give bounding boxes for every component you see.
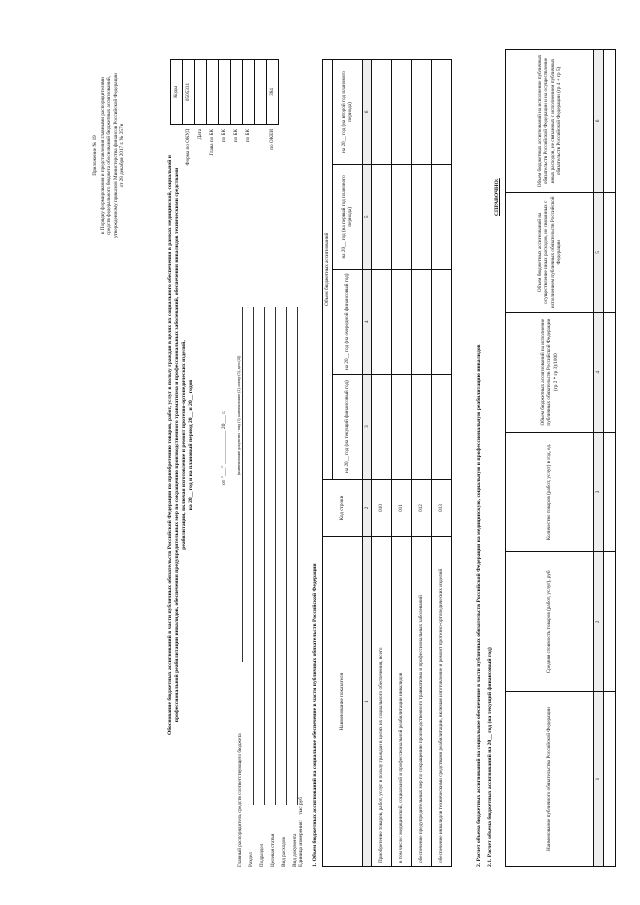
t1-colnum: 5 xyxy=(362,164,372,269)
unit-label: Единица измерения: xyxy=(298,820,304,867)
title-line: Обоснование бюджетных ассигнований в части публичных обязательств Российской Федерации по приобретению товаров, работ, услуг в пользу граждан в целях их социального обеспечения в рамках медицинской, социальной и xyxy=(167,154,173,736)
code-value: 0505331 xyxy=(183,60,195,125)
appendix-line: к Порядку формирования и представления главными распорядителями xyxy=(99,77,106,234)
code-label xyxy=(255,125,267,266)
table-row xyxy=(392,60,412,867)
t2-colnum: 1 xyxy=(594,692,604,867)
t2-head-c1: Наименование публичного обязательства Российской Федерации xyxy=(506,692,594,867)
appendix-block xyxy=(92,23,126,288)
document-date-hint: (наименование документа - вид (1), наименование (2), номер (3), дата (4)) xyxy=(237,355,241,475)
code-value xyxy=(231,60,243,125)
unit-of-measure xyxy=(298,797,305,867)
t2-head-c2: Средняя стоимость товаров (работ, услуг), руб xyxy=(506,552,594,692)
codes-block xyxy=(170,59,279,265)
t1-head-name: Наименование показателя xyxy=(323,537,363,867)
code-label: Форма по ОКУД xyxy=(185,129,192,166)
meta-row xyxy=(254,307,265,867)
appendix-line: утвержденному приказом Министерства финансов Российской Федерации xyxy=(112,73,119,238)
code-value xyxy=(219,60,231,125)
t1-row-code: 010 xyxy=(372,479,392,537)
codes-header: Коды xyxy=(171,60,183,125)
title-line: профессиональной реабилитации инвалидов, обеспечения предупредительных мер по сокращению производственного травматизма и профессиональных заболеваний, обеспечения инвалидов техническими средствами xyxy=(173,167,180,723)
meta-label: Раздел xyxy=(247,852,254,867)
t1-colnum: 2 xyxy=(362,479,372,537)
t1-row-code: 011 xyxy=(392,479,412,537)
t1-row-name: Приобретение товаров, работ, услуг в пользу граждан в целях их социального обеспечения, всего xyxy=(372,537,392,867)
meta-line xyxy=(256,307,265,805)
meta-label: Главный распорядитель средств соответствующего бюджета xyxy=(236,733,243,867)
t2-colnum: 4 xyxy=(594,312,604,432)
spravochno-label: СПРАВОЧНО: xyxy=(494,178,500,216)
meta-line xyxy=(234,307,243,662)
t1-row-code: 013 xyxy=(432,479,452,537)
table-row xyxy=(412,60,432,867)
t2-head-c6: Объем бюджетных ассигнований на исполнение публичных обязательств Российской Федерации и на осуществление иных расходов, не связанных с исполнением публичных обязательств Российской Федерации (гр 4 + гр 5) xyxy=(506,50,594,193)
t1-head-col6: на 20__ год (на второй год планового периода) xyxy=(332,60,362,165)
t1-head-code: Код строки xyxy=(323,479,363,537)
t1-row-name: в том числе: медицинской, социальной и профессиональной реабилитации инвалидов xyxy=(392,537,412,867)
code-label: по ОКЕИ xyxy=(269,129,276,150)
t1-head-col3: на 20__ год (на текущий финансовый год) xyxy=(332,374,362,479)
t1-colnum: 3 xyxy=(362,374,372,479)
t1-row-name: обеспечение предупредительных мер по сокращению производственного травматизма и профессиональных заболеваний xyxy=(412,537,432,867)
section2-title: 2. Расчет объема бюджетных ассигнований на социальное обеспечение в части публичных обязательств Российской Федерации на медицинскую, социальную и профессиональную реабилитацию инвалидов xyxy=(476,344,482,867)
meta-row xyxy=(232,307,243,867)
meta-line xyxy=(245,307,254,805)
code-value xyxy=(255,60,267,125)
meta-row xyxy=(265,307,276,867)
appendix-number: Приложение № 19 xyxy=(92,135,98,176)
meta-label: Целевая статья xyxy=(269,833,276,867)
code-label: по БК xyxy=(233,129,240,143)
section1-title: 1. Объем бюджетных ассигнований на социальное обеспечение в части публичных обязательств Российской Федерации xyxy=(312,563,318,867)
table-row xyxy=(432,60,452,867)
code-value: 384 xyxy=(267,60,279,125)
meta-line xyxy=(278,307,287,805)
t2-colnum: 2 xyxy=(594,552,604,692)
t2-colnum: 5 xyxy=(594,192,604,312)
code-value xyxy=(195,60,207,125)
section2-table xyxy=(505,49,616,867)
meta-label: Вид расходов xyxy=(280,837,287,867)
appendix-line: от 28 декабря 2017 г. № 257н xyxy=(119,123,125,188)
meta-line xyxy=(289,307,298,805)
meta-line xyxy=(267,307,276,805)
code-value xyxy=(207,60,219,125)
t1-head-group: Объем бюджетных ассигнований xyxy=(323,60,333,480)
section1-table xyxy=(322,59,452,867)
meta-label: Вид документа xyxy=(291,833,298,867)
t1-colnum: 1 xyxy=(362,537,372,867)
meta-row xyxy=(287,307,298,867)
t1-colnum: 4 xyxy=(362,269,372,374)
meta-row xyxy=(243,307,254,867)
unit-value: тыс руб xyxy=(298,796,304,815)
t1-row-code: 012 xyxy=(412,479,432,537)
code-label: Дата xyxy=(197,129,204,140)
code-label: по БК xyxy=(245,129,252,143)
section2-subtitle: 2.1. Расчет объема бюджетных ассигнований на 20__ год (на текущий финансовый год) xyxy=(487,647,493,867)
title-line: реабилитации, включая изготовление и ремонт протезно-ортопедических изделий, xyxy=(180,340,187,550)
title-line: на 20__ год и на плановый период 20__ и 20__ годов xyxy=(187,379,194,511)
t1-colnum: 6 xyxy=(362,60,372,165)
meta-fields xyxy=(232,307,298,867)
t1-head-col5: на 20__ год (на первый год планового периода) xyxy=(332,164,362,269)
t1-head-col4: на 20__ год (на очередной финансовый год) xyxy=(332,269,362,374)
meta-row xyxy=(276,307,287,867)
t2-head-c5: Объем бюджетных ассигнований на осуществление иных расходов, не связанных с исполнением публичных обязательств Российской Федерации xyxy=(506,192,594,312)
table-row xyxy=(603,50,615,867)
t2-colnum: 6 xyxy=(594,50,604,193)
code-label: Глава по БК xyxy=(209,129,216,156)
appendix-line: средств федерального бюджета обоснований бюджетных ассигнований, xyxy=(106,76,112,235)
t1-row-name: обеспечение инвалидов техническими средствами реабилитации, включая изготовление и ремонт протезно-ортопедических изделий xyxy=(432,537,452,867)
document-date: от "___" ____________ 20___ г. xyxy=(221,410,227,485)
code-value xyxy=(243,60,255,125)
t2-head-c4: Объем бюджетных ассигнований на исполнение публичных обязательств Российской Федерации (гр 2 * гр 3)/1000 xyxy=(506,312,594,432)
code-label: по БК xyxy=(221,129,228,143)
t2-head-c3: Количество товаров (работ, услуг) в год, ед. xyxy=(506,432,594,552)
meta-label: Подраздел xyxy=(258,843,265,867)
t2-colnum: 3 xyxy=(594,432,604,552)
table-row xyxy=(372,60,392,867)
